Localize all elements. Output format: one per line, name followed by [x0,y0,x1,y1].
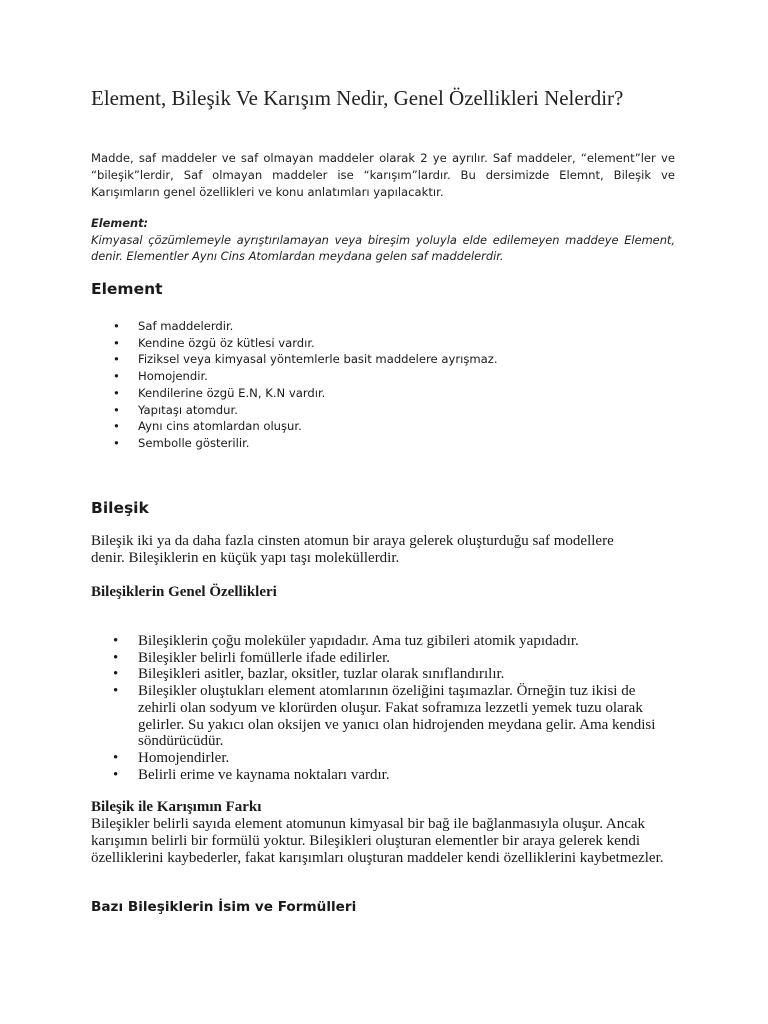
list-item: • Bileşiklerin çoğu moleküler yapıdadır. Ama tuz gibileri atomik yapıdadır. [91,633,671,650]
element-definition-label: Element: [91,216,149,230]
list-item: • Fiziksel veya kimyasal yöntemlerle basit maddelere ayrışmaz. [91,351,651,368]
element-heading: Element [91,280,163,298]
list-item: • Belirli erime ve kaynama noktaları vardır. [91,767,671,784]
difference-paragraph: Bileşikler belirli sayıda element atomunun kimyasal bir bağ ile bağlanmasıyla oluşur. Ancak karışımın belirli bir formülü yoktur. Bileşikleri oluşturan elementler bir araya gelerek kendi özelliklerini kaybederler, fakat karışımları oluşturan maddeler kendi özelliklerini kaybetmezler. [91,816,664,866]
difference-heading: Bileşik ile Karışımın Farkı [91,799,262,815]
list-item: • Bileşikleri asitler, bazlar, oksitler, tuzlar olarak sınıflandırılır. [91,666,671,683]
list-item: • Bileşikler belirli fomüllerle ifade edilirler. [91,650,671,667]
list-item: • Homojendir. [91,368,651,385]
list-item: • Bileşikler oluştukları element atomlarının özeliğini taşımazlar. Örneğin tuz ikisi de zehirli olan sodyum ve klorürden oluşur. Fakat soframıza lezzetli yemek tuzu olarak gelirler. Su yakıcı olan oksijen ve yanıcı olan hidrojenden meydana gelir. Ama kendisi söndürücüdür. [91,683,671,750]
list-item: • Saf maddelerdir. [91,318,651,335]
compound-names-heading: Bazı Bileşiklerin İsim ve Formülleri [91,899,357,915]
bilesik-properties-list [91,633,671,783]
list-item: • Homojendirler. [91,750,671,767]
bilesik-heading: Bileşik [91,499,149,517]
bilesik-paragraph: Bileşik iki ya da daha fazla cinsten atomun bir araya gelerek oluşturduğu saf modellere denir. Bileşiklerin en küçük yapı taşı moleküllerdir. [91,533,614,566]
page-title: Element, Bileşik Ve Karışım Nedir, Genel Özellikleri Nelerdir? [91,86,624,110]
intro-paragraph: Madde, saf maddeler ve saf olmayan maddeler olarak 2 ye ayrılır. Saf maddeler, “element”ler ve “bileşik”lerdir, Saf olmayan maddeler ise “karışım”lardır. Bu dersimizde Elemnt, Bileşik ve Karışımların genel özellikleri ve konu anlatımları yapılacaktır. [91,151,675,199]
element-properties-list [91,318,651,452]
list-item: • Sembolle gösterilir. [91,435,651,452]
list-item: • Kendilerine özgü E.N, K.N vardır. [91,385,651,402]
element-definition-text: Kimyasal çözümlemeyle ayrıştırılamayan veya bireşim yoluyla elde edilemeyen maddeye Element, denir. Elementler Aynı Cins Atomlardan meydana gelen saf maddelerdir. [91,232,675,263]
list-item: • Yapıtaşı atomdur. [91,402,651,419]
list-item: • Kendine özgü öz kütlesi vardır. [91,335,651,352]
element-definition [91,215,675,265]
bilesik-properties-heading: Bileşiklerin Genel Özellikleri [91,584,277,600]
list-item: • Aynı cins atomlardan oluşur. [91,418,651,435]
